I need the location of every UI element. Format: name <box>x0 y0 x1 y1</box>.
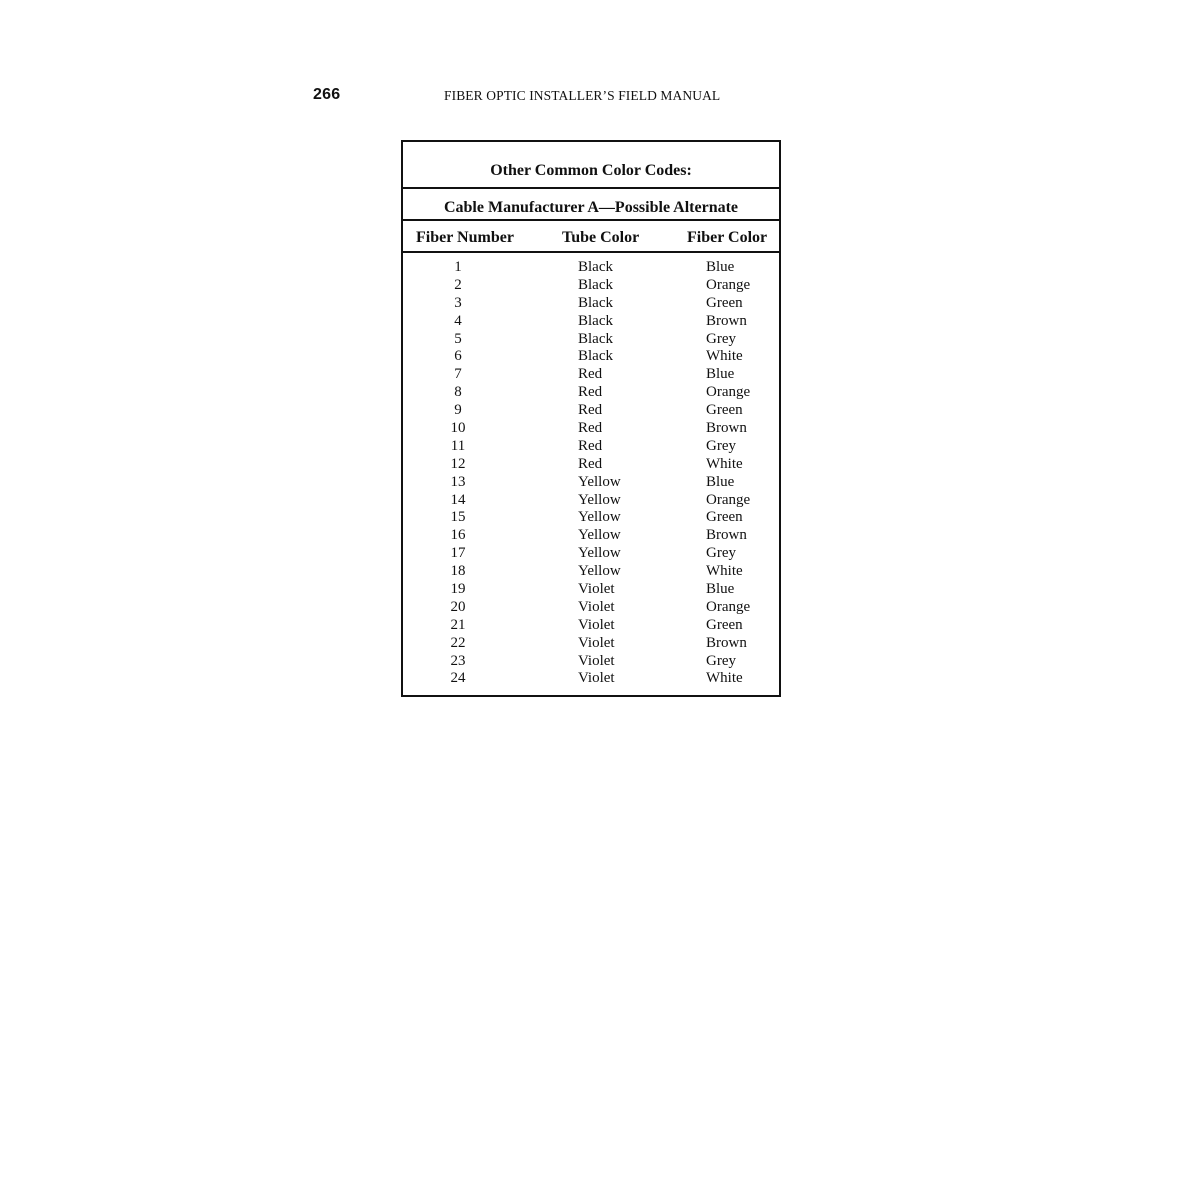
fiber-color-cell: Brown <box>706 634 747 651</box>
fiber-number-cell: 18 <box>450 563 466 580</box>
fiber-number-cell: 19 <box>450 581 466 598</box>
tube-color-cell: Red <box>578 420 603 437</box>
fiber-color-cell: Blue <box>706 581 735 598</box>
tube-color-cell: Yellow <box>578 491 621 508</box>
tube-color-cell: Red <box>578 437 603 454</box>
tube-color-cell: Black <box>578 348 613 365</box>
tube-color-cell: Violet <box>578 616 615 633</box>
tube-color-cell: Violet <box>578 652 615 669</box>
tube-color-cell: Yellow <box>578 509 621 526</box>
table-row <box>403 635 779 653</box>
table-body <box>403 259 779 688</box>
table-row <box>403 313 779 331</box>
fiber-color-cell: Brown <box>706 312 747 329</box>
fiber-number-cell: 11 <box>450 437 466 454</box>
fiber-number-cell: 8 <box>454 384 462 401</box>
fiber-number-cell: 3 <box>454 294 462 311</box>
fiber-number-cell: 12 <box>450 455 466 472</box>
column-header-fiber-number: Fiber Number <box>416 229 514 246</box>
tube-color-cell: Yellow <box>578 563 621 580</box>
table-row <box>403 563 779 581</box>
fiber-color-cell: White <box>706 455 743 472</box>
fiber-color-cell: Blue <box>706 259 735 275</box>
fiber-color-cell: Grey <box>706 652 736 669</box>
table-row <box>403 420 779 438</box>
fiber-number-cell: 20 <box>450 598 466 615</box>
table-row <box>403 545 779 563</box>
tube-color-cell: Violet <box>578 581 615 598</box>
fiber-color-cell: Green <box>706 509 743 526</box>
table-row <box>403 670 779 688</box>
fiber-number-cell: 15 <box>450 509 466 526</box>
table-row <box>403 384 779 402</box>
column-header-fiber-color: Fiber Color <box>687 229 768 246</box>
tube-color-cell: Red <box>578 384 603 401</box>
tube-color-cell: Yellow <box>578 545 621 562</box>
table-row <box>403 348 779 366</box>
tube-color-cell: Black <box>578 259 613 275</box>
fiber-number-cell: 6 <box>454 348 462 365</box>
color-code-table <box>401 140 781 697</box>
table-row <box>403 295 779 313</box>
tube-color-cell: Red <box>578 455 603 472</box>
fiber-number-cell: 14 <box>450 491 466 508</box>
tube-color-cell: Yellow <box>578 473 621 490</box>
table-row <box>403 438 779 456</box>
fiber-color-cell: Brown <box>706 420 747 437</box>
table-header-row <box>403 223 779 253</box>
table-row <box>403 366 779 384</box>
table-row <box>403 527 779 545</box>
fiber-number-cell: 13 <box>450 473 466 490</box>
table-row <box>403 456 779 474</box>
table-row <box>403 653 779 671</box>
fiber-color-cell: Orange <box>706 276 751 293</box>
fiber-color-cell: White <box>706 348 743 365</box>
fiber-color-cell: Grey <box>706 330 736 347</box>
tube-color-cell: Black <box>578 330 613 347</box>
table-row <box>403 599 779 617</box>
fiber-color-cell: Orange <box>706 598 751 615</box>
fiber-color-cell: Blue <box>706 473 735 490</box>
fiber-color-cell: Brown <box>706 527 747 544</box>
table-row <box>403 617 779 635</box>
table-row <box>403 509 779 527</box>
fiber-color-cell: Grey <box>706 545 736 562</box>
fiber-number-cell: 5 <box>454 330 462 347</box>
fiber-color-cell: Green <box>706 294 743 311</box>
tube-color-cell: Red <box>578 366 603 383</box>
running-head: FIBER OPTIC INSTALLER’S FIELD MANUAL <box>444 88 721 103</box>
tube-color-cell: Red <box>578 402 603 419</box>
page-number: 266 <box>313 86 341 103</box>
fiber-number-cell: 21 <box>450 616 466 633</box>
fiber-color-cell: White <box>706 563 743 580</box>
fiber-color-cell: White <box>706 670 743 687</box>
tube-color-cell: Yellow <box>578 527 621 544</box>
tube-color-cell: Black <box>578 276 613 293</box>
fiber-number-cell: 7 <box>454 366 462 383</box>
fiber-number-cell: 16 <box>450 527 466 544</box>
column-header-tube-color: Tube Color <box>562 229 640 246</box>
fiber-number-cell: 17 <box>450 545 466 562</box>
table-row <box>403 331 779 349</box>
fiber-color-cell: Green <box>706 402 743 419</box>
table-row <box>403 259 779 277</box>
fiber-number-cell: 23 <box>450 652 466 669</box>
table-row <box>403 581 779 599</box>
table-row <box>403 402 779 420</box>
fiber-color-cell: Grey <box>706 437 736 454</box>
fiber-number-cell: 4 <box>454 312 462 329</box>
tube-color-cell: Violet <box>578 598 615 615</box>
table-title: Other Common Color Codes: <box>403 142 779 189</box>
tube-color-cell: Black <box>578 312 613 329</box>
table-row <box>403 492 779 510</box>
tube-color-cell: Violet <box>578 670 615 687</box>
fiber-color-cell: Orange <box>706 384 751 401</box>
table-row <box>403 277 779 295</box>
fiber-number-cell: 9 <box>454 402 462 419</box>
fiber-color-cell: Blue <box>706 366 735 383</box>
fiber-number-cell: 22 <box>450 634 466 651</box>
fiber-color-cell: Green <box>706 616 743 633</box>
fiber-number-cell: 10 <box>450 420 466 437</box>
table-subtitle: Cable Manufacturer A—Possible Alternate <box>403 191 779 221</box>
fiber-number-cell: 24 <box>450 670 466 687</box>
tube-color-cell: Violet <box>578 634 615 651</box>
table-row <box>403 474 779 492</box>
fiber-color-cell: Orange <box>706 491 751 508</box>
fiber-number-cell: 1 <box>454 259 462 275</box>
fiber-number-cell: 2 <box>454 276 462 293</box>
tube-color-cell: Black <box>578 294 613 311</box>
